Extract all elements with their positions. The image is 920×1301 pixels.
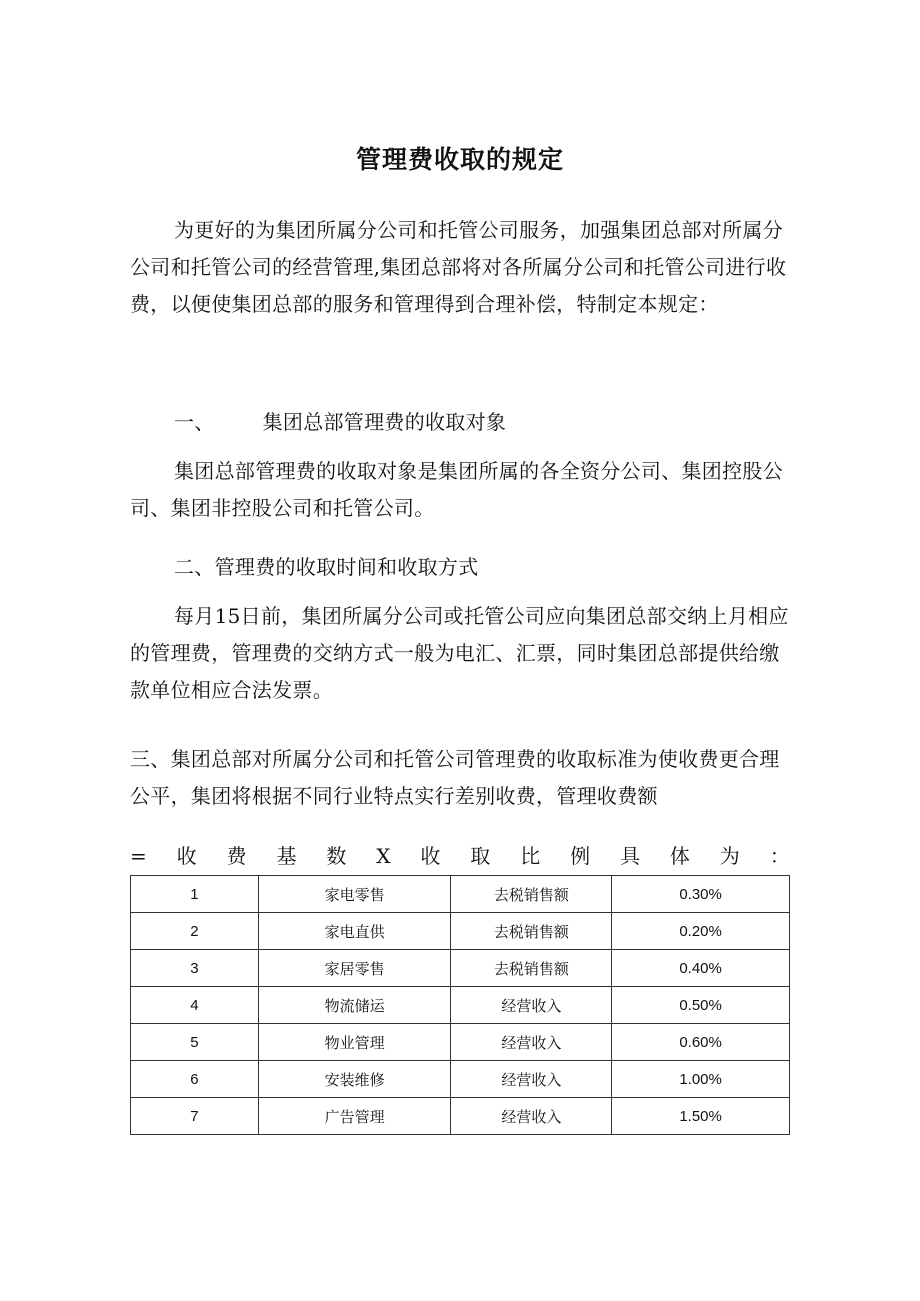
rate-cell: 1.50% <box>612 1098 790 1135</box>
row-number-cell: 3 <box>131 950 259 987</box>
row-number-cell: 4 <box>131 987 259 1024</box>
section3-body: 三、集团总部对所属分公司和托管公司管理费的收取标准为使收费更合理公平，集团将根据不同行业特点实行差别收费，管理收费额 <box>130 747 780 808</box>
row-number-cell: 5 <box>131 1024 259 1061</box>
row-number-cell: 1 <box>131 876 259 913</box>
fee-base-cell: 去税销售额 <box>451 913 612 950</box>
document-title: 管理费收取的规定 <box>355 145 564 174</box>
fee-base-cell: 经营收入 <box>451 1061 612 1098</box>
table-row <box>131 876 790 913</box>
row-number-cell: 2 <box>131 913 259 950</box>
section1-body: 集团总部管理费的收取对象是集团所属的各全资分公司、集团控股公司、集团非控股公司和托管公司。 <box>130 459 783 520</box>
section2-heading: 二、管理费的收取时间和收取方式 <box>174 555 479 579</box>
row-number-cell: 7 <box>131 1098 259 1135</box>
table-row <box>131 1024 790 1061</box>
section1-heading <box>174 404 834 441</box>
fee-base-cell: 经营收入 <box>451 1024 612 1061</box>
industry-cell: 家电直供 <box>258 913 451 950</box>
fee-rate-table <box>130 875 790 1135</box>
rate-cell: 0.20% <box>612 913 790 950</box>
fee-base-cell: 经营收入 <box>451 987 612 1024</box>
fee-base-cell: 去税销售额 <box>451 950 612 987</box>
row-number-cell: 6 <box>131 1061 259 1098</box>
table-row <box>131 1098 790 1135</box>
rate-cell: 0.40% <box>612 950 790 987</box>
section1-heading-text: 集团总部管理费的收取对象 <box>262 410 507 434</box>
industry-cell: 家电零售 <box>258 876 451 913</box>
industry-cell: 安装维修 <box>258 1061 451 1098</box>
section2-body: 每月15日前，集团所属分公司或托管公司应向集团总部交纳上月相应的管理费，管理费的交纳方式一般为电汇、汇票，同时集团总部提供给缴款单位相应合法发票。 <box>130 604 789 702</box>
intro-paragraph: 为更好的为集团所属分公司和托管公司服务，加强集团总部对所属分公司和托管公司的经营管理,集团总部将对各所属分公司和托管公司进行收费，以便使集团总部的服务和管理得到合理补偿，特制定本规定： <box>130 218 787 316</box>
table-row <box>131 913 790 950</box>
fee-base-cell: 去税销售额 <box>451 876 612 913</box>
fee-base-cell: 经营收入 <box>451 1098 612 1135</box>
rate-cell: 0.30% <box>612 876 790 913</box>
table-row <box>131 1061 790 1098</box>
industry-cell: 家居零售 <box>258 950 451 987</box>
rate-cell: 0.50% <box>612 987 790 1024</box>
table-row <box>131 950 790 987</box>
section1-number: 一、 <box>174 410 215 434</box>
rate-cell: 0.60% <box>612 1024 790 1061</box>
table-row <box>131 987 790 1024</box>
industry-cell: 物业管理 <box>258 1024 451 1061</box>
section3-formula: =收费基数X收取比例具体为： <box>130 844 790 868</box>
industry-cell: 物流储运 <box>258 987 451 1024</box>
rate-cell: 1.00% <box>612 1061 790 1098</box>
industry-cell: 广告管理 <box>258 1098 451 1135</box>
